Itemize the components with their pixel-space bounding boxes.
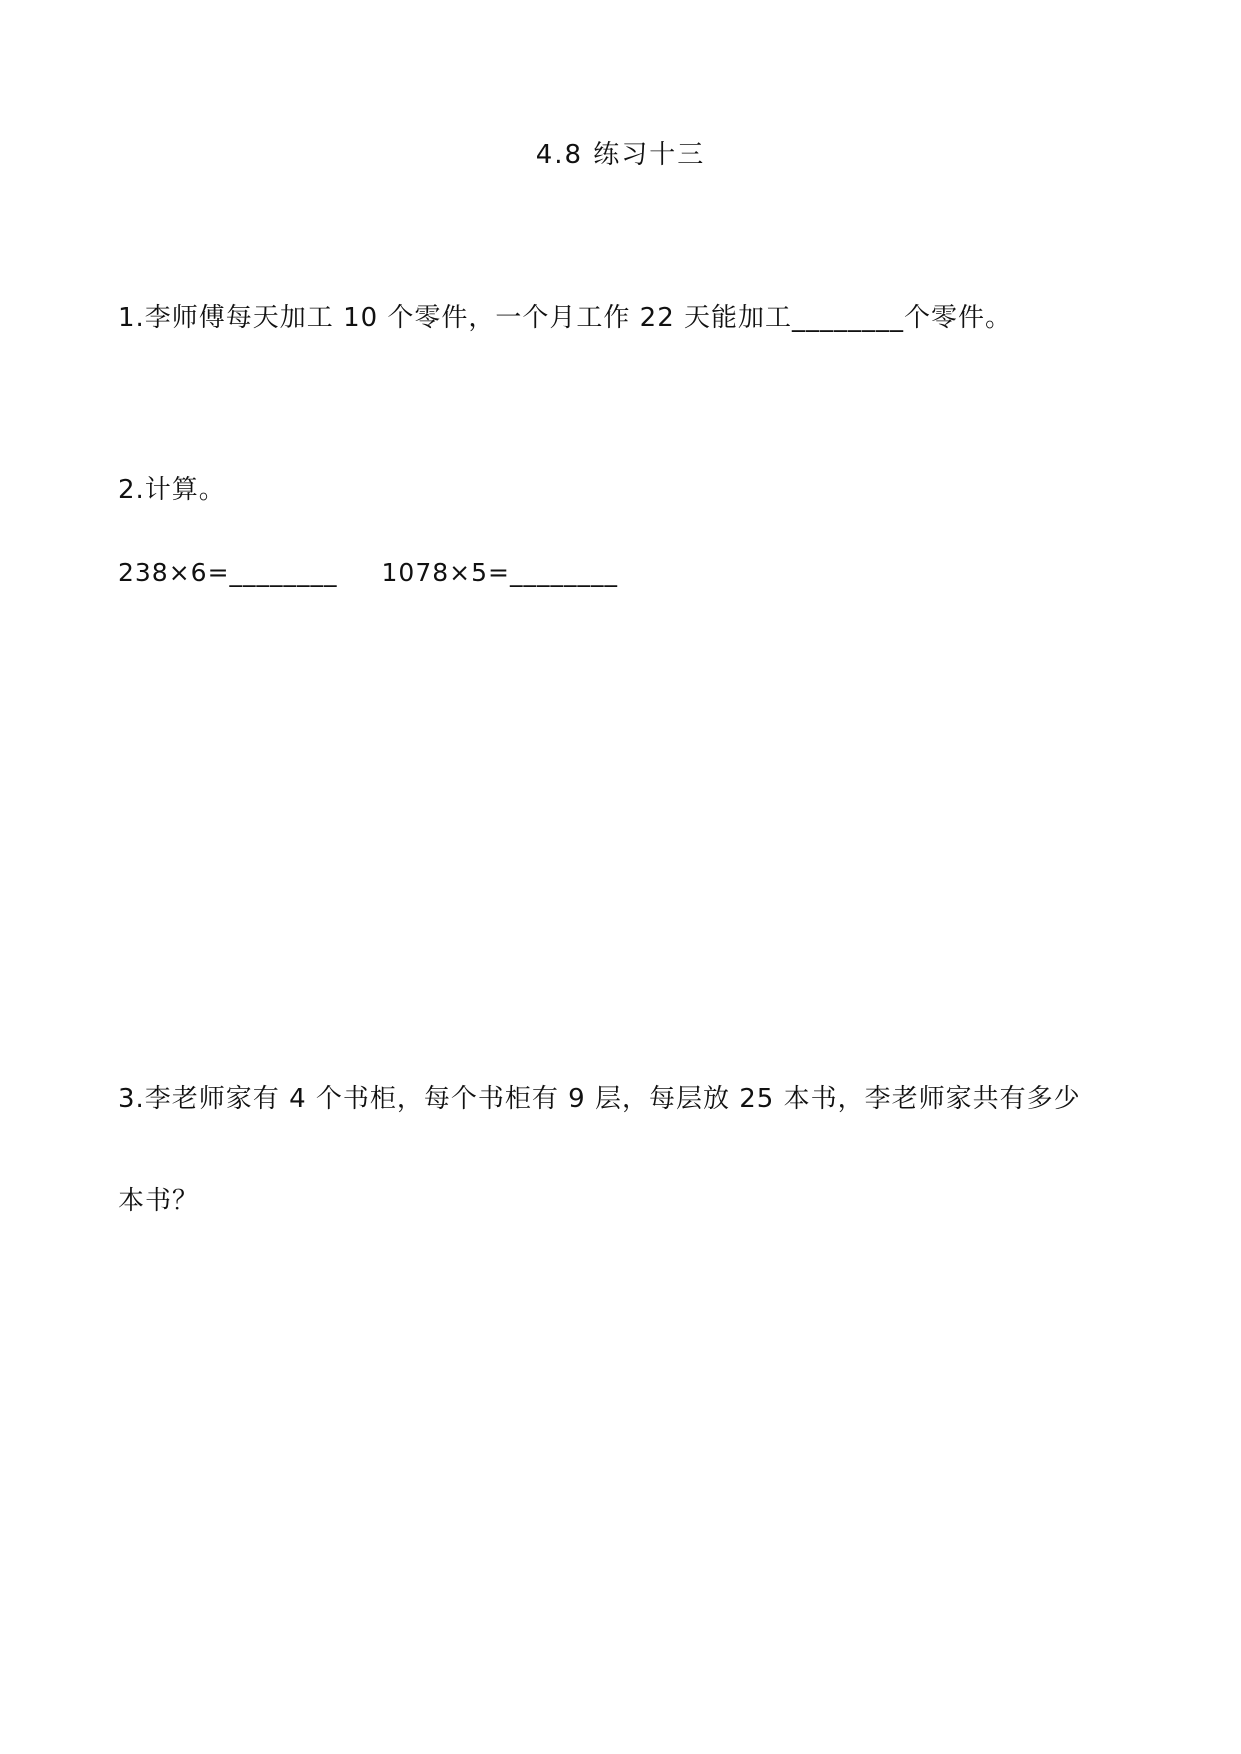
calculation-2: 1078×5=________	[381, 558, 618, 587]
question-3-line-1: 3.李老师家有 4 个书柜，每个书柜有 9 层，每层放 25 本书，李老师家共有多少	[118, 1084, 1081, 1114]
question-1: 1.李师傅每天加工 10 个零件，一个月工作 22 天能加工________个零件。	[118, 303, 1013, 333]
question-3-line-2: 本书？	[118, 1186, 200, 1216]
calculation-1: 238×6=________	[118, 558, 338, 587]
question-2: 2.计算。	[118, 475, 226, 505]
calculation-row	[118, 556, 618, 590]
page-title: 4.8 练习十三	[535, 140, 706, 170]
